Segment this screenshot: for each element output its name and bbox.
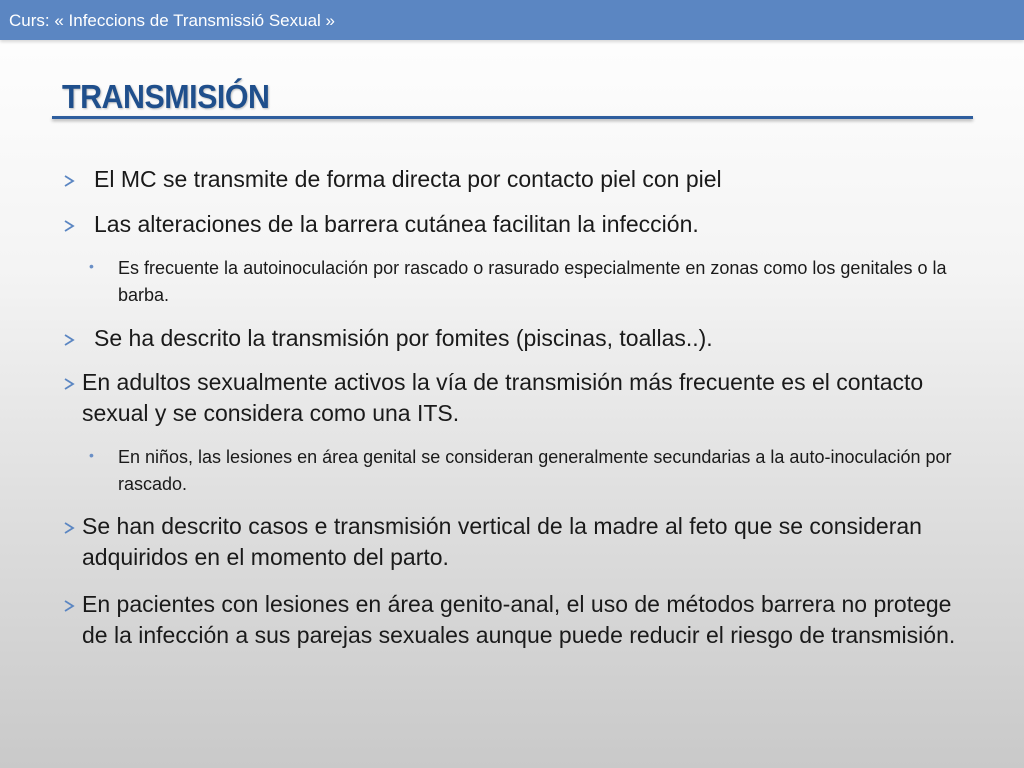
arrowhead-bullet-icon xyxy=(63,521,77,535)
sub-bullet-text: En niños, las lesiones en área genital se consideran generalmente secundarias a la auto-inoculación por rascado. xyxy=(118,447,952,494)
bullet-text: En pacientes con lesiones en área genito-anal, el uso de métodos barrera no protege de la infección a sus parejas sexuales aunque puede reducir el riesgo de transmisión. xyxy=(82,591,956,648)
course-label: Curs: « Infeccions de Transmissió Sexual » xyxy=(9,11,335,30)
arrowhead-bullet-icon xyxy=(63,377,77,391)
bullet-text: Se ha descrito la transmisión por fomites (piscinas, toallas..). xyxy=(94,325,713,351)
bullet-text: En adultos sexualmente activos la vía de transmisión más frecuente es el contacto sexual y se considera como una ITS. xyxy=(82,369,924,426)
bullet-text: Las alteraciones de la barrera cutánea facilitan la infección. xyxy=(94,211,699,237)
arrowhead-bullet-icon xyxy=(63,333,77,347)
bullet-text: El MC se transmite de forma directa por contacto piel con piel xyxy=(94,166,722,192)
sub-bullet-text: Es frecuente la autoinoculación por rascado o rasurado especialmente en zonas como los genitales o la barba. xyxy=(118,258,947,305)
arrowhead-bullet-icon xyxy=(63,174,77,188)
bullet-text: Se han descrito casos e transmisión vertical de la madre al feto que se consideran adquiridos en el momento del parto. xyxy=(82,513,922,570)
slide-title: TRANSMISIÓN xyxy=(62,78,270,115)
round-dot-bullet-icon: • xyxy=(89,258,94,274)
arrowhead-bullet-icon xyxy=(63,599,77,613)
arrowhead-bullet-icon xyxy=(63,219,77,233)
round-dot-bullet-icon: • xyxy=(89,447,94,463)
